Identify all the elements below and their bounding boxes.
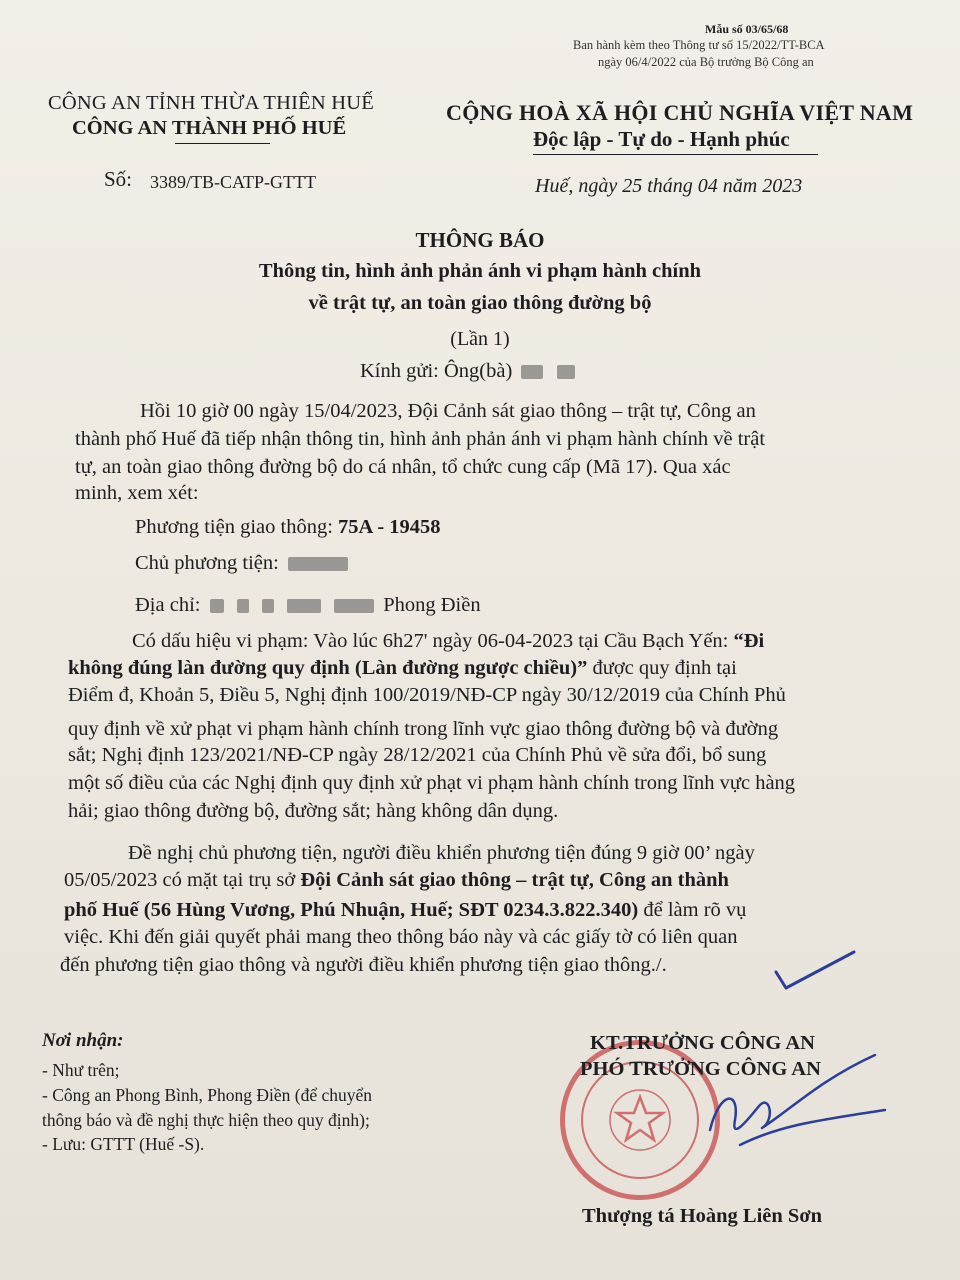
recipient-2: - Công an Phong Bình, Phong Điền (để chuyển bbox=[42, 1085, 373, 1105]
paragraph-1-line-2: thành phố Huế đã tiếp nhận thông tin, hình ảnh phản ánh vi phạm hành chính về trật bbox=[75, 428, 766, 450]
paragraph-1-line-1: Hồi 10 giờ 00 ngày 15/04/2023, Đội Cảnh sát giao thông – trật tự, Công an bbox=[140, 400, 756, 422]
redacted-address bbox=[262, 599, 274, 613]
notice-round: (Lần 1) bbox=[450, 328, 510, 350]
violation-ref-intro: được quy định tại bbox=[587, 657, 737, 679]
redacted-address bbox=[210, 599, 224, 613]
document-subtitle-2: về trật tự, an toàn giao thông đường bộ bbox=[308, 292, 652, 314]
violation-intro: Có dấu hiệu vi phạm: Vào lúc 6h27' ngày 06-04-2023 tại Cầu Bạch Yến: bbox=[132, 630, 734, 652]
national-motto: Độc lập - Tự do - Hạnh phúc bbox=[533, 127, 790, 151]
paragraph-2-line-6: một số điều của các Nghị định quy định xử phạt vi phạm hành chính trong lĩnh vực hàng bbox=[68, 772, 796, 794]
document-subtitle-1: Thông tin, hình ảnh phản ánh vi phạm hành chính bbox=[258, 260, 702, 282]
motto-underline bbox=[533, 154, 818, 155]
redacted-address bbox=[334, 599, 374, 613]
paragraph-3-line-3 bbox=[64, 899, 746, 922]
vehicle-plate: 75A - 19458 bbox=[338, 516, 441, 538]
paragraph-2-line-2 bbox=[68, 657, 737, 680]
redacted-owner bbox=[288, 557, 348, 571]
form-issued-line-1: Ban hành kèm theo Thông tư số 15/2022/TT-BCA bbox=[573, 38, 825, 52]
paragraph-1-line-3: tự, an toàn giao thông đường bộ do cá nhân, tổ chức cung cấp (Mã 17). Qua xác bbox=[75, 456, 731, 478]
vehicle-label: Phương tiện giao thông: bbox=[135, 516, 333, 538]
salutation-text: Kính gửi: Ông(bà) bbox=[360, 360, 513, 382]
owner-label: Chủ phương tiện: bbox=[135, 552, 279, 574]
form-issued-line-2: ngày 06/4/2022 của Bộ trưởng Bộ Công an bbox=[598, 55, 814, 69]
signer-role-1: KT.TRƯỞNG CÔNG AN bbox=[590, 1032, 815, 1054]
owner-row bbox=[135, 552, 352, 575]
violation-quote-start: “Đi bbox=[733, 630, 765, 652]
paragraph-2-line-5: sắt; Nghị định 123/2021/NĐ-CP ngày 28/12/2021 của Chính Phủ về sửa đổi, bổ sung bbox=[68, 744, 767, 766]
address-row bbox=[135, 594, 481, 617]
signer-role-2: PHÓ TRƯỞNG CÔNG AN bbox=[580, 1058, 821, 1080]
signer-name: Thượng tá Hoàng Liên Sơn bbox=[582, 1205, 823, 1227]
pen-checkmark-icon bbox=[770, 948, 860, 994]
issue-date: Huế, ngày 25 tháng 04 năm 2023 bbox=[535, 175, 803, 197]
agency-underline bbox=[175, 143, 270, 144]
paragraph-3-line-2 bbox=[64, 869, 729, 892]
appointment-date: 05/05/2023 có mặt tại trụ sở bbox=[64, 869, 301, 891]
recipients-title: Nơi nhận: bbox=[42, 1030, 124, 1051]
redacted-address bbox=[287, 599, 321, 613]
paragraph-3-line-4: việc. Khi đến giải quyết phải mang theo thông báo này và các giấy tờ có liên quan bbox=[64, 926, 738, 948]
doc-number-label: Số: bbox=[104, 167, 133, 191]
recipient-1: - Như trên; bbox=[42, 1060, 120, 1080]
paragraph-2-line-4: quy định về xử phạt vi phạm hành chính trong lĩnh vực giao thông đường bộ và đường bbox=[68, 718, 779, 740]
paragraph-3-line-1: Đề nghị chủ phương tiện, người điều khiển phương tiện đúng 9 giờ 00’ ngày bbox=[128, 842, 755, 864]
salutation bbox=[360, 360, 579, 383]
national-title: CỘNG HOÀ XÃ HỘI CHỦ NGHĨA VIỆT NAM bbox=[446, 100, 914, 125]
handwritten-signature bbox=[700, 1050, 900, 1170]
office-name: Đội Cảnh sát giao thông – trật tự, Công an thành bbox=[300, 869, 729, 891]
doc-number: 3389/TB-CATP-GTTT bbox=[150, 172, 316, 192]
address-tail: Phong Điền bbox=[383, 594, 481, 616]
redacted-name bbox=[521, 365, 543, 379]
agency-parent: CÔNG AN TỈNH THỪA THIÊN HUẾ bbox=[48, 92, 374, 114]
document-title: THÔNG BÁO bbox=[415, 228, 545, 252]
paragraph-1-line-4: minh, xem xét: bbox=[75, 482, 199, 504]
paragraph-3-line-5: đến phương tiện giao thông và người điều khiển phương tiện giao thông./. bbox=[60, 954, 667, 976]
violation-description: không đúng làn đường quy định (Làn đường ngược chiều)” bbox=[68, 657, 588, 679]
redacted-name bbox=[557, 365, 575, 379]
vehicle-row bbox=[135, 516, 441, 539]
recipient-4: - Lưu: GTTT (Huế -S). bbox=[42, 1134, 205, 1154]
paragraph-2-line-7: hải; giao thông đường bộ, đường sắt; hàng không dân dụng. bbox=[68, 800, 559, 822]
form-code: Mẫu số 03/65/68 bbox=[705, 22, 789, 36]
recipient-3: thông báo và đề nghị thực hiện theo quy định); bbox=[42, 1110, 370, 1130]
purpose-text: để làm rõ vụ bbox=[638, 899, 747, 921]
agency-name: CÔNG AN THÀNH PHỐ HUẾ bbox=[72, 117, 347, 139]
office-address: phố Huế (56 Hùng Vương, Phú Nhuận, Huế; SĐT 0234.3.822.340) bbox=[64, 899, 639, 921]
redacted-address bbox=[237, 599, 249, 613]
paragraph-2-line-1 bbox=[132, 630, 764, 653]
paragraph-2-line-3: Điểm đ, Khoản 5, Điều 5, Nghị định 100/2019/NĐ-CP ngày 30/12/2019 của Chính Phủ bbox=[68, 684, 786, 706]
address-label: Địa chỉ: bbox=[135, 594, 201, 616]
